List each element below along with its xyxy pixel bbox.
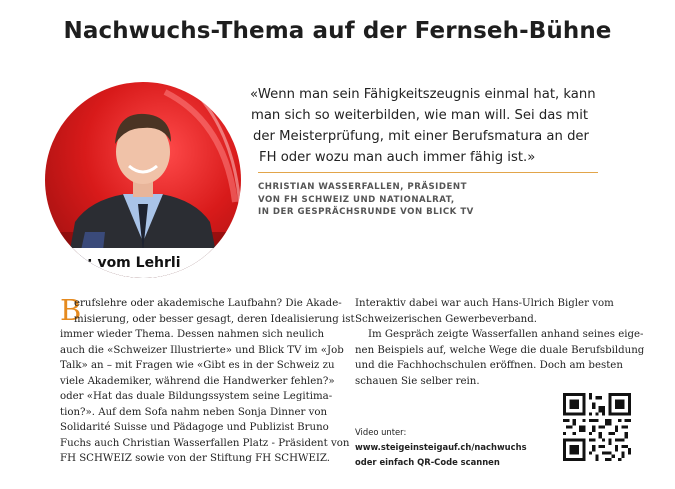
body-line: immer wieder Thema. Dessen nahmen sich neulich xyxy=(60,329,325,340)
attribution-line: CHRISTIAN WASSERFALLEN, PRÄSIDENT xyxy=(258,182,467,192)
article-column-2 xyxy=(355,296,645,389)
video-label: Video unter: xyxy=(355,427,407,437)
body-line: misierung, oder besser gesagt, deren Idealisierung ist xyxy=(74,313,355,325)
quote-line: der Meisterprüfung, mit einer Berufsmatura an der xyxy=(253,129,589,144)
pull-quote xyxy=(250,84,610,168)
headline: Nachwuchs-Thema auf der Fernseh-Bühne xyxy=(63,18,612,44)
body-line: tion?». Auf dem Sofa nahm neben Sonja Dinner von xyxy=(60,406,328,418)
article-column-1 xyxy=(60,293,355,467)
quote-line: FH oder wozu man auch immer fähig ist.» xyxy=(259,150,536,165)
attribution-line: IN DER GESPRÄCHSRUNDE VON BLICK TV xyxy=(258,207,474,217)
body-line: erufslehre oder akademische Laufbahn? Die Akade- xyxy=(74,298,342,309)
interview-photo xyxy=(45,82,241,278)
body-line: Talk» an – mit Fragen wie «Gibt es in der Schweiz zu xyxy=(60,360,335,371)
body-line: und die Fachhochschulen eröffnen. Doch am besten xyxy=(355,360,623,371)
quote-line: «Wenn man sein Fähigkeitszeugnis einmal hat, kann xyxy=(250,87,596,102)
body-line: schauen Sie selber rein. xyxy=(355,375,480,387)
drop-cap: B xyxy=(60,293,82,327)
tv-caption-strip: n: vom Lehrli xyxy=(45,248,241,278)
body-line: oder «Hat das duale Bildungssystem seine Legitima- xyxy=(60,391,333,402)
body-line: viele Akademiker, während die Handwerker fehlen?» xyxy=(60,375,335,387)
quote-divider xyxy=(258,172,598,173)
attribution-line: VON FH SCHWEIZ UND NATIONALRAT, xyxy=(258,194,455,205)
body-line: Interaktiv dabei war auch Hans-Ulrich Bigler vom xyxy=(355,298,614,309)
video-box xyxy=(355,425,527,470)
video-link[interactable]: www.steigeinsteigauf.ch/nachwuchs xyxy=(355,442,527,452)
body-line: nen Beispiels auf, welche Wege die duale Berufsbildung xyxy=(355,344,645,356)
body-line: FH SCHWEIZ sowie von der Stiftung FH SCHWEIZ. xyxy=(60,453,331,464)
qr-hint: oder einfach QR-Code scannen xyxy=(355,457,500,467)
body-line: Fuchs auch Christian Wasserfallen Platz - Präsident von xyxy=(60,437,350,449)
body-line: Im Gespräch zeigte Wasserfallen anhand seines eige- xyxy=(368,329,644,340)
body-line: Solidarité Suisse und Pädagoge und Publizist Bruno xyxy=(60,422,329,433)
quote-attribution xyxy=(258,181,598,219)
body-line: Schweizerischen Gewerbeverband. xyxy=(355,313,538,325)
body-line: auch die «Schweizer Illustrierte» und Blick TV im «Job xyxy=(60,344,344,356)
qr-code[interactable] xyxy=(563,393,631,461)
quote-line: man sich so weiterbilden, wie man will. Sei das mit xyxy=(251,108,589,123)
